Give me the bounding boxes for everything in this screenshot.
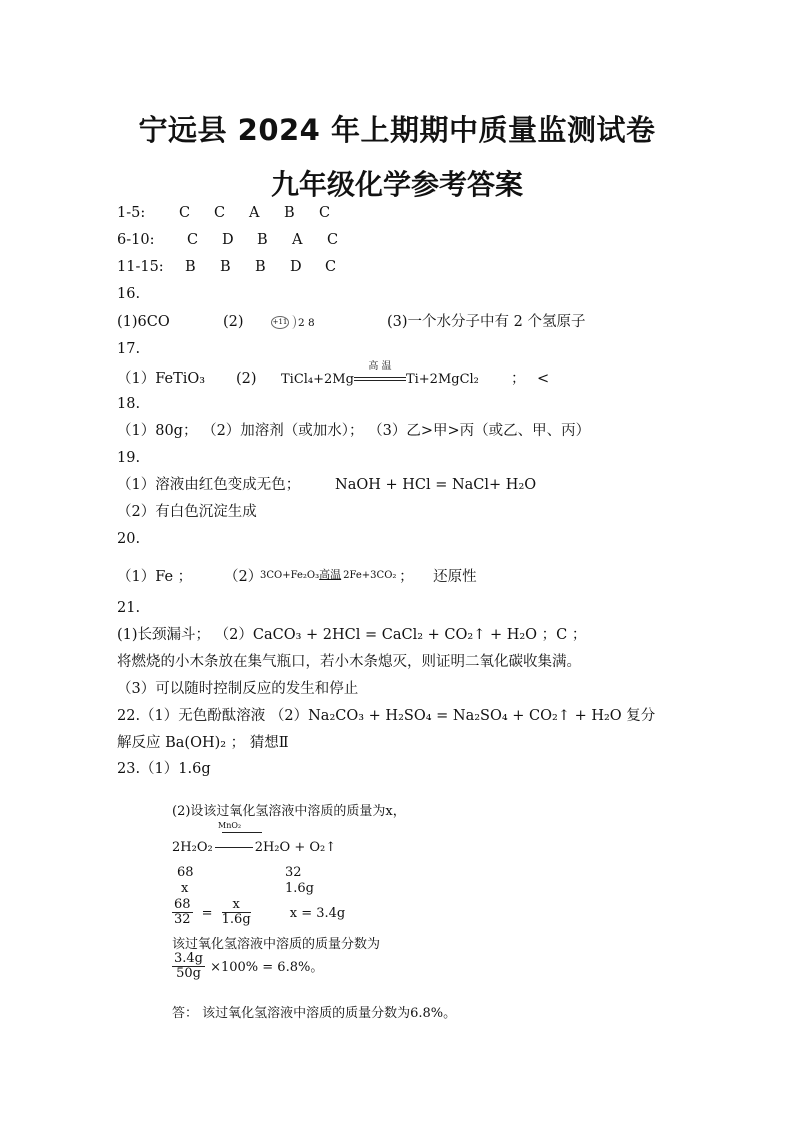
choice-answer: B xyxy=(255,259,266,275)
choice-row-3 xyxy=(117,258,360,276)
ratio-value: 32 xyxy=(285,865,302,880)
choice-answer: B xyxy=(257,232,268,248)
q23-ratio-row2 xyxy=(181,881,314,896)
q20-part1: （1）Fe ； xyxy=(117,569,193,585)
q19-line2: （2）有白色沉淀生成 xyxy=(117,504,257,520)
choice-answer: A xyxy=(249,205,260,221)
q21-line1: (1)长颈漏斗； （2）CaCO₃ + 2HCl = CaCl₂ + CO₂↑ + H₂O ；C ； xyxy=(117,627,587,643)
q16-number: 16. xyxy=(117,286,141,302)
choice-answer: B xyxy=(185,259,196,275)
q21-line2: 将燃烧的小木条放在集气瓶口，若小木条熄灭，则证明二氧化碳收集满。 xyxy=(117,654,581,670)
q22-line2: 解反应 Ba(OH)₂ ； 猜想Ⅱ xyxy=(117,735,289,751)
q23-line1: 23.（1）1.6g xyxy=(117,761,211,777)
atom-structure-diagram xyxy=(271,313,387,332)
q23-eq-left: 2H₂O₂ xyxy=(172,840,213,855)
choice-answer: C xyxy=(179,205,191,221)
q19-line1 xyxy=(117,476,536,494)
fraction-denominator: 32 xyxy=(174,912,191,927)
page-subtitle: 九年级化学参考答案 xyxy=(270,168,523,201)
q20-eq-left: 3CO+Fe₂O₃ xyxy=(260,570,320,581)
choice-answer: B xyxy=(220,259,231,275)
q20-separator: ； xyxy=(399,569,414,585)
choice-answer: C xyxy=(187,232,199,248)
fraction xyxy=(172,952,205,981)
q16-part1: (1)6CO xyxy=(117,314,170,330)
choice-answer: D xyxy=(222,232,234,248)
q18-answer: （1）80g； （2）加溶剂（或加水）； （3）乙>甲>丙（或乙、甲、丙） xyxy=(117,423,591,439)
q16-part3: (3)一个水分子中有 2 个氢原子 xyxy=(387,314,586,330)
fraction-denominator: 50g xyxy=(176,966,201,981)
q20-eq-condition: 高温 xyxy=(319,568,342,581)
q20-number: 20. xyxy=(117,531,141,547)
q17-separator: ； xyxy=(510,371,526,387)
q23-catalyst: MnO₂ xyxy=(218,821,242,830)
q20-part2: （2） xyxy=(224,569,263,585)
choice-answer: C xyxy=(327,232,339,248)
page-title: 宁远县 2024 年上期期中质量监测试卷 xyxy=(138,113,656,147)
fraction-numerator: x xyxy=(222,898,251,913)
q23-equation xyxy=(172,840,336,855)
q16-part2: (2) xyxy=(223,314,244,330)
q17-number: 17. xyxy=(117,341,141,357)
choice-range: 1-5: xyxy=(117,205,146,221)
fraction-denominator: 1.6g xyxy=(221,912,251,927)
choice-row-1 xyxy=(117,204,354,222)
double-line xyxy=(354,377,406,381)
q17-part3: < xyxy=(536,371,550,387)
choice-answer: A xyxy=(292,232,303,248)
fraction xyxy=(222,898,251,927)
eq-condition-label: 高 温 xyxy=(368,361,392,372)
q23-result: x = 3.4g xyxy=(289,906,346,921)
choice-range: 11-15: xyxy=(117,259,164,275)
reaction-line xyxy=(215,847,253,848)
q19-part1: （1）溶液由红色变成无色； xyxy=(117,477,301,493)
electron-counts: 2 8 xyxy=(298,317,315,329)
q17-answer xyxy=(117,361,550,389)
q19-number: 19. xyxy=(117,450,141,466)
equals-sign: = xyxy=(201,906,213,921)
ratio-value: 68 xyxy=(177,865,194,880)
choice-answer: C xyxy=(214,205,226,221)
q23-solution-text: 该过氧化氢溶液中溶质的质量分数为 xyxy=(172,937,381,952)
choice-answer: D xyxy=(290,259,302,275)
q16-answer xyxy=(117,313,585,332)
q21-number: 21. xyxy=(117,600,141,616)
q17-part2: (2) xyxy=(236,371,257,387)
q23-ratio-row1 xyxy=(177,865,302,880)
ratio-value: x xyxy=(181,881,189,896)
q20-answer xyxy=(117,566,477,586)
q23-eq-right: 2H₂O + O₂↑ xyxy=(254,840,337,855)
q18-number: 18. xyxy=(117,396,141,412)
choice-answer: B xyxy=(284,205,295,221)
q17-eq-condition xyxy=(354,361,406,388)
q23-proportion xyxy=(172,898,345,927)
choice-answer: C xyxy=(325,259,337,275)
choice-row-2 xyxy=(117,231,362,249)
q17-eq-left: TiCl₄+2Mg xyxy=(281,372,354,387)
q23-solution-intro: (2)设该过氧化氢溶液中溶质的质量为x， xyxy=(172,804,406,819)
q17-part1: （1）FeTiO₃ xyxy=(117,371,206,387)
choice-answer: C xyxy=(319,205,331,221)
choice-range: 6-10: xyxy=(117,232,155,248)
q17-eq-right: Ti+2MgCl₂ xyxy=(405,372,479,387)
fraction-numerator: 3.4g xyxy=(174,951,203,966)
fraction xyxy=(172,898,193,927)
nucleus-circle: +11 xyxy=(271,316,289,329)
q23-percentage xyxy=(172,952,323,981)
q20-eq-right: 2Fe+3CO₂ xyxy=(343,570,397,581)
q23-final-answer: 答： 该过氧化氢溶液中溶质的质量分数为6.8%。 xyxy=(172,1006,457,1021)
fraction-numerator: 68 xyxy=(174,897,191,912)
q20-part3: 还原性 xyxy=(433,569,477,585)
q21-line3: （3）可以随时控制反应的发生和停止 xyxy=(117,681,359,697)
ratio-value: 1.6g xyxy=(285,881,314,896)
electron-shell-arc xyxy=(287,315,296,329)
q22-line1: 22.（1）无色酚酞溶液 （2）Na₂CO₃ + H₂SO₄ = Na₂SO₄ + CO₂↑ + H₂O 复分 xyxy=(117,708,656,724)
q19-equation: NaOH + HCl = NaCl+ H₂O xyxy=(335,477,537,493)
q23-catalyst-tick xyxy=(222,832,262,833)
percentage-result: ×100% = 6.8%。 xyxy=(210,960,324,975)
